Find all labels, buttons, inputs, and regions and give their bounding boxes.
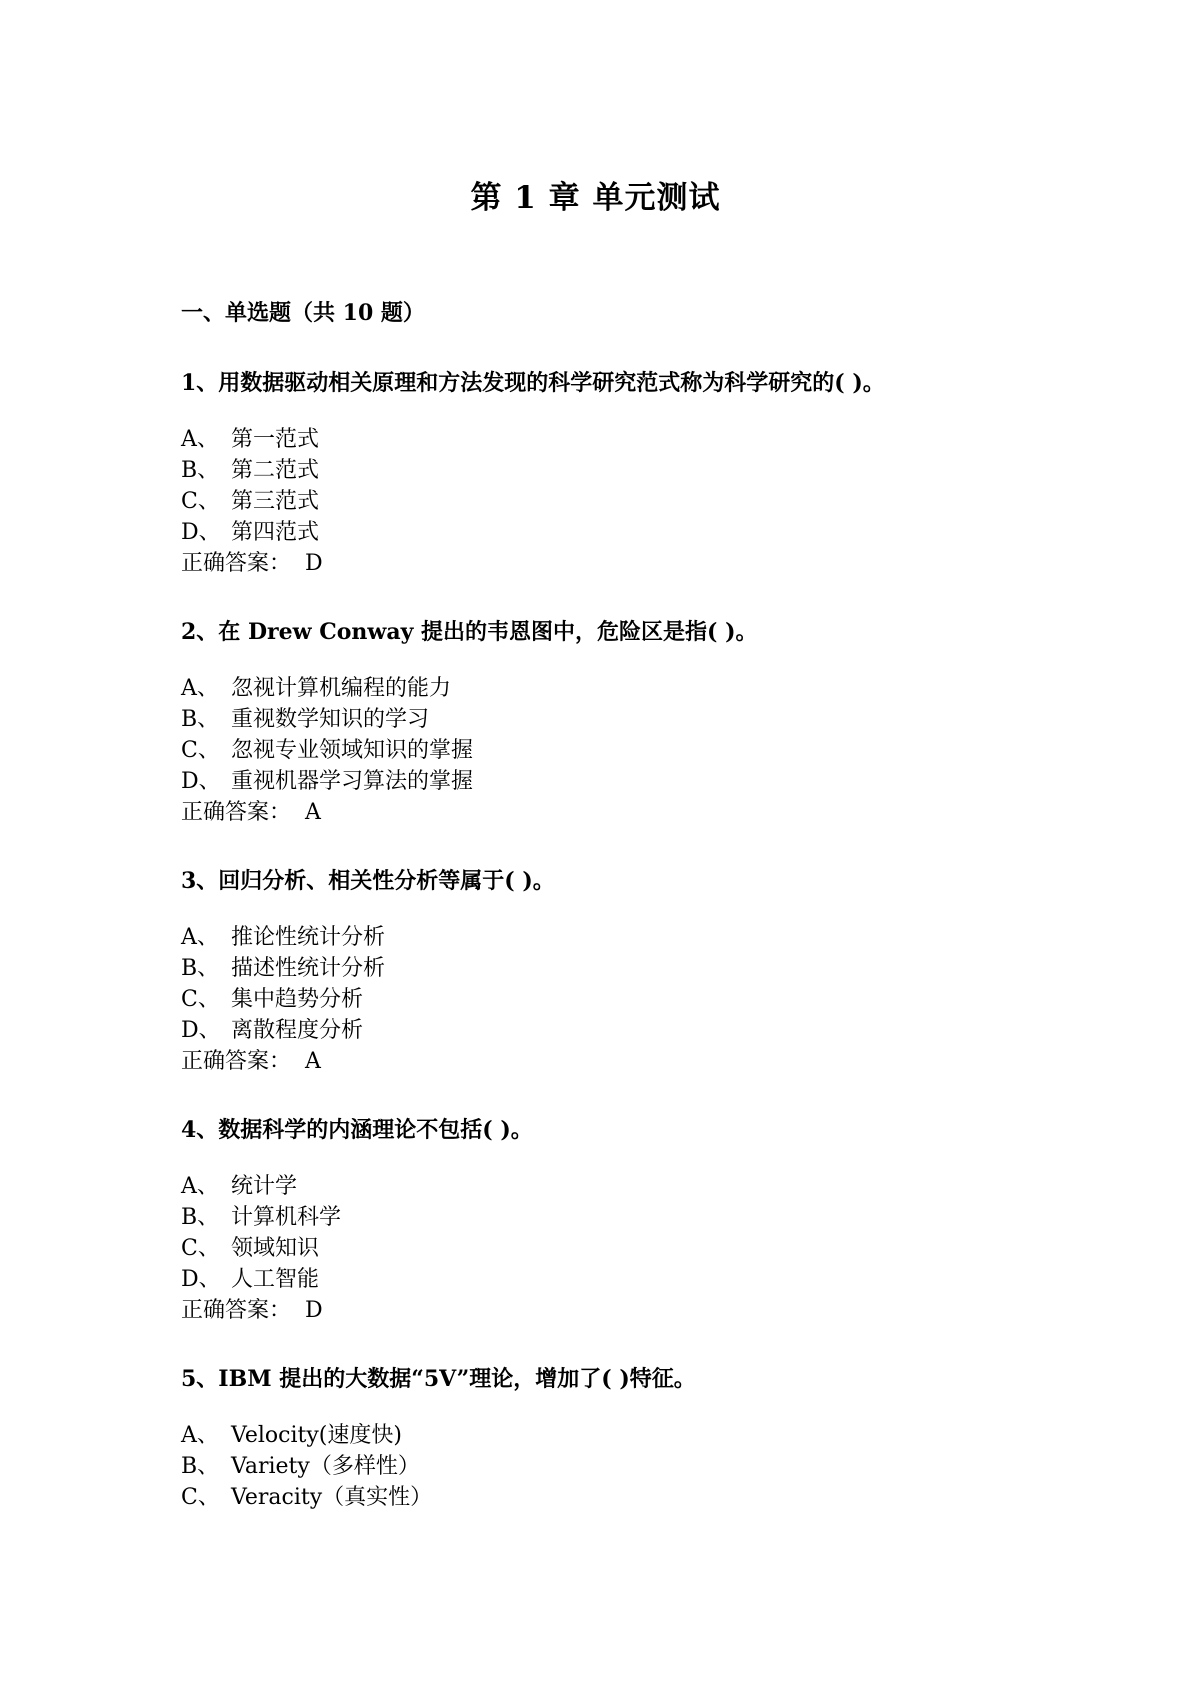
question-5 [181, 1362, 1081, 1513]
answer-value: A [305, 1049, 321, 1074]
option-letter: C、 [181, 1485, 220, 1510]
option-d [181, 766, 1081, 797]
option-text: 描述性统计分析 [231, 956, 386, 981]
question-2 [181, 615, 1081, 828]
option-list [181, 922, 1081, 1077]
correct-answer [181, 548, 1081, 579]
option-c [181, 984, 1081, 1015]
option-letter: C、 [181, 1236, 220, 1261]
question-stem: 1、用数据驱动相关原理和方法发现的科学研究范式称为科学研究的( )。 [181, 370, 885, 396]
option-text: 第四范式 [231, 520, 320, 545]
option-letter: D、 [181, 1018, 221, 1043]
option-text: 领域知识 [231, 1236, 320, 1261]
answer-value: A [305, 800, 321, 825]
question-1 [181, 366, 1081, 579]
answer-label: 正确答案： [181, 1298, 292, 1323]
correct-answer [181, 1295, 1081, 1326]
answer-label: 正确答案： [181, 800, 292, 825]
option-text: 重视数学知识的学习 [231, 707, 430, 732]
option-d [181, 1015, 1081, 1046]
option-letter: D、 [181, 520, 221, 545]
page-title: 第 1 章 单元测试 [470, 180, 721, 216]
correct-answer [181, 797, 1081, 828]
option-letter: A、 [181, 1174, 219, 1199]
option-c [181, 1482, 1081, 1513]
option-list [181, 424, 1081, 579]
option-text: 第一范式 [231, 427, 320, 452]
answer-value: D [305, 551, 323, 576]
option-b [181, 1202, 1081, 1233]
correct-answer [181, 1046, 1081, 1077]
option-text: Velocity(速度快) [231, 1423, 402, 1448]
option-c [181, 1233, 1081, 1264]
option-letter: A、 [181, 676, 219, 701]
option-a [181, 424, 1081, 455]
option-c [181, 486, 1081, 517]
option-text: 人工智能 [231, 1267, 320, 1292]
option-letter: C、 [181, 738, 220, 763]
section-heading: 一、单选题（共 10 题） [181, 300, 425, 326]
option-text: 推论性统计分析 [231, 925, 386, 950]
option-c [181, 735, 1081, 766]
quiz-content [181, 296, 1081, 1513]
option-list [181, 673, 1081, 828]
option-b [181, 953, 1081, 984]
option-d [181, 1264, 1081, 1295]
option-text: Variety（多样性） [231, 1454, 420, 1479]
question-stem: 2、在 Drew Conway 提出的韦恩图中，危险区是指( )。 [181, 619, 758, 645]
option-letter: C、 [181, 489, 220, 514]
option-letter: C、 [181, 987, 220, 1012]
option-a [181, 1171, 1081, 1202]
option-letter: A、 [181, 1423, 219, 1448]
option-letter: B、 [181, 458, 220, 483]
answer-value: D [305, 1298, 323, 1323]
option-text: 集中趋势分析 [231, 987, 364, 1012]
option-letter: D、 [181, 769, 221, 794]
option-letter: A、 [181, 427, 219, 452]
option-text: 忽视计算机编程的能力 [231, 676, 452, 701]
option-letter: A、 [181, 925, 219, 950]
option-list [181, 1171, 1081, 1326]
option-letter: B、 [181, 1454, 220, 1479]
option-letter: B、 [181, 956, 220, 981]
option-text: 第三范式 [231, 489, 320, 514]
question-3 [181, 864, 1081, 1077]
option-a [181, 673, 1081, 704]
question-stem: 5、IBM 提出的大数据“5V”理论，增加了( )特征。 [181, 1366, 696, 1392]
option-d [181, 517, 1081, 548]
question-stem: 3、回归分析、相关性分析等属于( )。 [181, 868, 555, 894]
option-a [181, 922, 1081, 953]
question-4 [181, 1113, 1081, 1326]
answer-label: 正确答案： [181, 551, 292, 576]
option-letter: B、 [181, 1205, 220, 1230]
option-letter: D、 [181, 1267, 221, 1292]
option-text: 第二范式 [231, 458, 320, 483]
option-text: 忽视专业领域知识的掌握 [231, 738, 474, 763]
option-text: 计算机科学 [231, 1205, 342, 1230]
option-b [181, 704, 1081, 735]
option-a [181, 1420, 1081, 1451]
option-text: 离散程度分析 [231, 1018, 364, 1043]
option-text: Veracity（真实性） [231, 1485, 433, 1510]
option-b [181, 1451, 1081, 1482]
option-text: 统计学 [231, 1174, 298, 1199]
option-list [181, 1420, 1081, 1513]
question-stem: 4、数据科学的内涵理论不包括( )。 [181, 1117, 533, 1143]
option-letter: B、 [181, 707, 220, 732]
option-b [181, 455, 1081, 486]
answer-label: 正确答案： [181, 1049, 292, 1074]
option-text: 重视机器学习算法的掌握 [231, 769, 474, 794]
